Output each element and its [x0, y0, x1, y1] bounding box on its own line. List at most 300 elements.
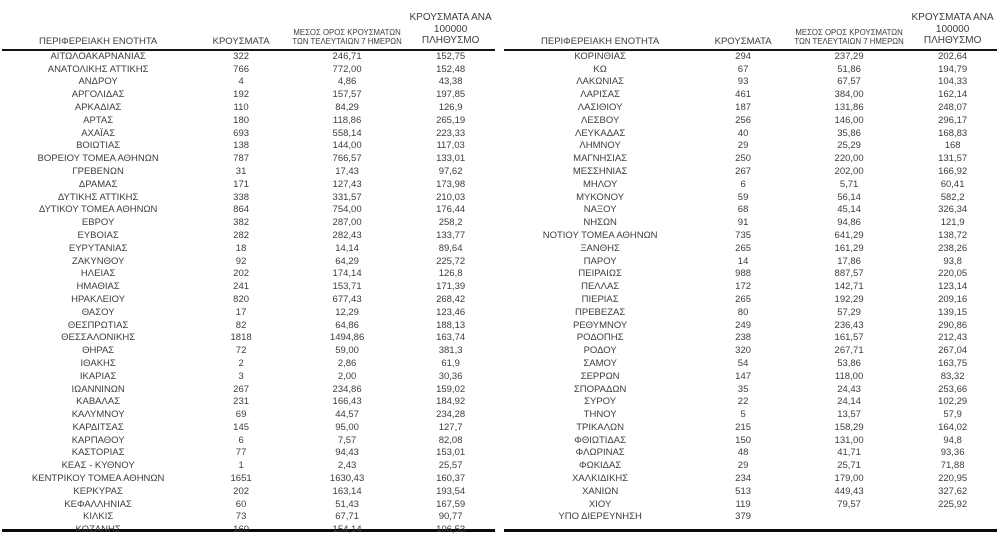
cases-cell: 215 — [735, 421, 752, 433]
avg7-cell: 127,43 — [332, 178, 362, 190]
per100k-cell: 57,9 — [943, 409, 962, 421]
per100k-cell: 131,57 — [938, 153, 968, 165]
avg7-cell: 2,00 — [337, 370, 357, 382]
cases-cell: 93 — [737, 76, 749, 88]
table-row — [504, 435, 997, 448]
per100k-cell: 152,48 — [436, 63, 466, 75]
per100k-cell: 97,62 — [438, 165, 463, 177]
header-region — [504, 12, 696, 50]
avg7-cell: 641,29 — [834, 229, 864, 241]
region-cell: ΔΥΤΙΚΗΣ ΑΤΤΙΚΗΣ — [57, 191, 139, 203]
table-row — [504, 268, 997, 281]
header-cases-per-100k-line1: ΚΡΟΥΣΜΑΤΑ ΑΝΑ 100000 — [409, 12, 492, 35]
per100k-cell: 164,02 — [938, 421, 968, 433]
header-7day-average-line2: ΤΩΝ ΤΕΛΕΥΤΑΙΩΝ 7 ΗΜΕΡΩΝ — [794, 37, 904, 47]
cases-cell: 202 — [233, 485, 250, 497]
per100k-cell: 225,92 — [938, 498, 968, 510]
table-row — [2, 358, 495, 371]
table-row — [2, 217, 495, 230]
region-cell: ΔΡΑΜΑΣ — [78, 178, 118, 190]
cases-cell: 54 — [737, 357, 749, 369]
per100k-cell: 90,77 — [438, 511, 463, 523]
table-row — [504, 230, 997, 243]
per100k-cell: 267,04 — [938, 345, 968, 357]
avg7-cell: 1630,43 — [329, 473, 365, 485]
per100k-cell: 220,95 — [938, 473, 968, 485]
region-cell: ΜΗΛΟΥ — [582, 178, 618, 190]
region-cell: ΛΑΡΙΣΑΣ — [580, 89, 620, 101]
table-row — [2, 128, 495, 141]
avg7-cell: 12,29 — [335, 306, 359, 318]
avg7-cell: 161,29 — [834, 242, 864, 254]
per100k-cell: 326,34 — [938, 204, 968, 216]
table-body — [504, 50, 997, 524]
table-header — [2, 12, 495, 50]
per100k-cell: 123,14 — [938, 281, 968, 293]
region-cell: ΤΗΝΟΥ — [583, 409, 617, 421]
per100k-cell: 248,07 — [938, 101, 968, 113]
region-cell: ΧΑΝΙΩΝ — [582, 485, 619, 497]
cases-cell: 282 — [233, 229, 250, 241]
avg7-cell: 17,43 — [335, 165, 359, 177]
avg7-cell: 53,86 — [837, 357, 861, 369]
region-cell: ΚΕΝΤΡΙΚΟΥ ΤΟΜΕΑ ΑΘΗΝΩΝ — [31, 473, 165, 485]
table-row — [2, 243, 495, 256]
table-row — [2, 294, 495, 307]
table-row — [504, 204, 997, 217]
region-cell: ΝΟΤΙΟΥ ΤΟΜΕΑ ΑΘΗΝΩΝ — [542, 229, 658, 241]
per100k-cell: 167,59 — [436, 498, 466, 510]
avg7-cell: 166,43 — [332, 396, 362, 408]
cases-cell: 69 — [235, 409, 247, 421]
regional-cases-table-right — [504, 12, 997, 524]
region-cell: ΧΙΟΥ — [588, 498, 612, 510]
table-row — [504, 409, 997, 422]
per100k-cell: 290,86 — [938, 319, 968, 331]
per100k-cell: 253,66 — [938, 383, 968, 395]
table-row — [504, 64, 997, 77]
cases-cell: 461 — [735, 89, 752, 101]
cases-cell: 119 — [735, 498, 751, 510]
per100k-cell: 123,46 — [436, 306, 466, 318]
avg7-cell: 220,00 — [834, 153, 864, 165]
region-cell: ΚΩ — [593, 63, 607, 75]
region-cell: ΘΕΣΣΑΛΟΝΙΚΗΣ — [61, 332, 136, 344]
cases-cell: 338 — [233, 191, 250, 203]
per100k-cell: 234,28 — [436, 409, 466, 421]
per100k-cell: 173,98 — [436, 178, 466, 190]
cases-cell: 67 — [737, 63, 749, 75]
avg7-cell: 174,14 — [332, 268, 362, 280]
region-cell: ΡΟΔΟΥ — [583, 345, 617, 357]
avg7-cell: 287,00 — [332, 217, 362, 229]
region-cell: ΔΥΤΙΚΟΥ ΤΟΜΕΑ ΑΘΗΝΩΝ — [38, 204, 158, 216]
per100k-cell: 71,88 — [940, 460, 965, 472]
avg7-cell: 67,57 — [837, 76, 861, 88]
avg7-cell: 95,00 — [335, 421, 359, 433]
table-row — [504, 243, 997, 256]
right-table-panel — [504, 12, 997, 532]
avg7-cell: 234,86 — [332, 383, 362, 395]
cases-cell: 77 — [235, 447, 247, 459]
avg7-cell: 64,86 — [335, 319, 359, 331]
region-cell: ΚΑΡΠΑΘΟΥ — [71, 434, 125, 446]
table-row — [2, 511, 495, 524]
per100k-cell: 104,33 — [938, 76, 968, 88]
header-cases-per-100k — [406, 12, 495, 50]
table-row — [2, 396, 495, 409]
region-cell: ΣΠΟΡΑΔΩΝ — [573, 383, 627, 395]
region-cell: ΑΝΔΡΟΥ — [78, 76, 118, 88]
cases-cell: 1 — [238, 460, 244, 472]
region-cell: ΕΒΡΟΥ — [81, 217, 115, 229]
table-row — [2, 332, 495, 345]
cases-cell: 231 — [233, 396, 250, 408]
per100k-cell: 166,92 — [938, 165, 968, 177]
table-row — [504, 115, 997, 128]
per100k-cell: 209,16 — [938, 293, 968, 305]
cases-cell: 172 — [735, 281, 752, 293]
table-row — [2, 166, 495, 179]
per100k-cell: 381,3 — [438, 345, 463, 357]
table-row — [2, 89, 495, 102]
region-cell: ΘΗΡΑΣ — [82, 345, 115, 357]
table-row — [2, 345, 495, 358]
cases-cell: 187 — [735, 101, 752, 113]
per100k-cell: 83,32 — [940, 370, 965, 382]
per100k-cell: 210,03 — [436, 191, 466, 203]
region-cell: ΞΑΝΘΗΣ — [580, 242, 620, 254]
avg7-cell — [790, 511, 908, 524]
cases-cell: 267 — [735, 165, 752, 177]
table-row — [504, 447, 997, 460]
cases-cell: 294 — [735, 50, 752, 62]
per100k-cell: 102,29 — [938, 396, 968, 408]
per100k-cell: 93,8 — [943, 255, 962, 267]
per100k-cell: 94,8 — [943, 434, 962, 446]
avg7-cell: 5,71 — [839, 178, 859, 190]
per100k-cell: 127,7 — [438, 421, 463, 433]
region-cell: ΚΕΑΣ - ΚΥΘΝΟΥ — [61, 460, 135, 472]
per100k-cell: 160,37 — [436, 473, 466, 485]
table-row — [504, 140, 997, 153]
cases-cell: 265 — [735, 242, 752, 254]
per100k-cell: 176,44 — [436, 204, 466, 216]
avg7-cell: 146,00 — [834, 114, 864, 126]
table-row — [2, 409, 495, 422]
region-cell: ΜΥΚΟΝΟΥ — [576, 191, 625, 203]
region-cell: ΒΟΙΩΤΙΑΣ — [76, 140, 121, 152]
cases-cell: 320 — [735, 345, 752, 357]
table-row — [504, 384, 997, 397]
table-row — [504, 307, 997, 320]
region-cell: ΗΜΑΘΙΑΣ — [76, 281, 120, 293]
cases-cell: 202 — [233, 268, 250, 280]
region-cell: ΤΡΙΚΑΛΩΝ — [576, 421, 625, 433]
avg7-cell: 59,00 — [335, 345, 359, 357]
table-row — [504, 396, 997, 409]
table-row — [504, 179, 997, 192]
header-cases-per-100k-line2: ΠΛΗΘΥΣΜΟ — [421, 35, 480, 47]
per100k-cell: 133,01 — [436, 153, 466, 165]
region-cell: ΑΙΤΩΛΟΑΚΑΡΝΑΝΙΑΣ — [50, 50, 146, 62]
per100k-cell: 126,8 — [438, 268, 463, 280]
cases-cell: 92 — [235, 255, 247, 267]
avg7-cell: 131,86 — [834, 101, 864, 113]
per100k-cell: 193,54 — [436, 485, 466, 497]
table-row — [504, 422, 997, 435]
avg7-cell: 154,14 — [332, 524, 362, 536]
cases-cell: 1818 — [230, 332, 252, 344]
avg7-cell: 94,86 — [837, 217, 861, 229]
per100k-cell: 163,74 — [436, 332, 466, 344]
table-row — [2, 422, 495, 435]
cases-cell: 513 — [735, 485, 752, 497]
table-row — [504, 153, 997, 166]
avg7-cell: 179,00 — [834, 473, 864, 485]
cases-cell: 35 — [737, 383, 749, 395]
per100k-cell: 188,13 — [436, 319, 466, 331]
region-cell: ΚΟΖΑΝΗΣ — [75, 524, 121, 536]
region-cell: ΡΕΘΥΜΝΟΥ — [572, 319, 628, 331]
avg7-cell: 754,00 — [332, 204, 362, 216]
avg7-cell: 142,71 — [834, 281, 864, 293]
per100k-cell: 168 — [944, 140, 961, 152]
cases-cell: 59 — [737, 191, 749, 203]
region-cell: ΑΡΤΑΣ — [83, 114, 114, 126]
per100k-cell: 258,2 — [438, 217, 463, 229]
table-row — [2, 268, 495, 281]
avg7-cell: 192,29 — [834, 293, 864, 305]
table-header — [504, 12, 997, 50]
avg7-cell: 35,86 — [837, 127, 861, 139]
avg7-cell: 267,71 — [834, 345, 864, 357]
avg7-cell: 51,86 — [837, 63, 861, 75]
header-7day-average — [288, 12, 406, 50]
avg7-cell: 79,57 — [837, 498, 861, 510]
cases-cell: 91 — [737, 217, 749, 229]
table-row — [504, 320, 997, 333]
region-cell: ΛΕΣΒΟΥ — [580, 114, 620, 126]
per100k-cell: 93,36 — [940, 447, 965, 459]
region-cell: ΝΑΞΟΥ — [583, 204, 617, 216]
avg7-cell: 118,00 — [834, 370, 864, 382]
header-7day-average-line2: ΤΩΝ ΤΕΛΕΥΤΑΙΩΝ 7 ΗΜΕΡΩΝ — [292, 37, 402, 47]
table-row — [504, 499, 997, 512]
region-cell: ΘΑΣΟΥ — [81, 306, 115, 318]
cases-cell: 17 — [235, 306, 247, 318]
avg7-cell: 7,57 — [337, 434, 357, 446]
cases-cell: 29 — [737, 140, 749, 152]
avg7-cell: 677,43 — [332, 293, 362, 305]
table-row — [2, 384, 495, 397]
avg7-cell: 51,43 — [335, 498, 359, 510]
region-cell: ΙΘΑΚΗΣ — [80, 357, 116, 369]
region-cell: ΣΥΡΟΥ — [584, 396, 617, 408]
table-row — [2, 307, 495, 320]
table-row — [2, 460, 495, 473]
per100k-cell: 194,79 — [938, 63, 968, 75]
region-cell: ΙΚΑΡΙΑΣ — [79, 370, 117, 382]
per100k-cell: 582,2 — [940, 191, 965, 203]
cases-cell: 29 — [737, 460, 749, 472]
table-row — [504, 256, 997, 269]
avg7-cell: 772,00 — [332, 63, 362, 75]
cases-cell: 72 — [235, 345, 247, 357]
cases-cell: 864 — [233, 204, 250, 216]
avg7-cell: 158,29 — [834, 421, 864, 433]
table-row — [504, 281, 997, 294]
avg7-cell: 887,57 — [834, 268, 864, 280]
table-row — [504, 332, 997, 345]
per100k-cell: 225,72 — [436, 255, 466, 267]
cases-cell: 2 — [238, 357, 244, 369]
table-row — [504, 89, 997, 102]
avg7-cell: 41,71 — [837, 447, 861, 459]
header-cases-per-100k — [908, 12, 997, 50]
cases-cell: 267 — [233, 383, 250, 395]
region-cell: ΦΘΙΩΤΙΔΑΣ — [574, 434, 626, 446]
avg7-cell: 44,57 — [335, 409, 359, 421]
region-cell: ΠΡΕΒΕΖΑΣ — [575, 306, 626, 318]
avg7-cell: 17,86 — [837, 255, 861, 267]
table-row — [504, 358, 997, 371]
table-row — [2, 153, 495, 166]
region-cell: ΚΑΡΔΙΤΣΑΣ — [72, 421, 124, 433]
per100k-cell: 139,15 — [938, 306, 968, 318]
avg7-cell: 282,43 — [332, 229, 362, 241]
avg7-cell: 766,57 — [332, 153, 362, 165]
cases-cell: 150 — [735, 434, 752, 446]
cases-cell: 22 — [737, 396, 749, 408]
table-row — [504, 50, 997, 64]
header-cases-label: ΚΡΟΥΣΜΑΤΑ — [714, 35, 772, 47]
cases-cell: 31 — [235, 165, 247, 177]
header-7day-average — [790, 12, 908, 50]
header-row — [504, 12, 997, 50]
cases-cell: 241 — [233, 281, 250, 293]
region-cell: ΘΕΣΠΡΩΤΙΑΣ — [67, 319, 129, 331]
per100k-cell: 152,75 — [436, 50, 466, 62]
cases-cell: 138 — [233, 140, 250, 152]
avg7-cell: 57,29 — [837, 306, 861, 318]
table-row — [504, 511, 997, 524]
region-cell: ΠΕΛΛΑΣ — [581, 281, 620, 293]
avg7-cell: 84,29 — [335, 101, 359, 113]
table-row — [504, 460, 997, 473]
region-cell: ΝΗΣΩΝ — [583, 217, 617, 229]
region-cell: ΕΥΡΥΤΑΝΙΑΣ — [68, 242, 128, 254]
avg7-cell: 25,71 — [837, 460, 861, 472]
regional-cases-table-left — [2, 12, 495, 537]
table-row — [2, 204, 495, 217]
region-cell: ΚΑΣΤΟΡΙΑΣ — [71, 447, 125, 459]
table-row — [2, 140, 495, 153]
region-cell: ΛΑΚΩΝΙΑΣ — [576, 76, 625, 88]
avg7-cell: 64,29 — [335, 255, 359, 267]
table-row — [504, 128, 997, 141]
table-row — [504, 486, 997, 499]
cases-cell: 3 — [238, 370, 244, 382]
region-cell: ΓΡΕΒΕΝΩΝ — [72, 165, 124, 177]
cases-cell: 48 — [737, 447, 749, 459]
table-row — [2, 447, 495, 460]
per100k-cell: 162,14 — [938, 89, 968, 101]
avg7-cell: 202,00 — [834, 165, 864, 177]
cases-cell: 6 — [238, 434, 244, 446]
cases-cell: 5 — [740, 409, 746, 421]
cases-cell: 18 — [235, 242, 247, 254]
cases-cell: 180 — [233, 114, 250, 126]
cases-cell: 265 — [735, 293, 752, 305]
per100k-cell: 153,01 — [436, 447, 466, 459]
avg7-cell: 384,00 — [834, 89, 864, 101]
table-row — [2, 192, 495, 205]
avg7-cell: 2,43 — [337, 460, 357, 472]
table-row — [2, 230, 495, 243]
region-cell: ΕΥΒΟΙΑΣ — [77, 229, 119, 241]
region-cell: ΗΡΑΚΛΕΙΟΥ — [71, 293, 126, 305]
region-cell: ΒΟΡΕΙΟΥ ΤΟΜΕΑ ΑΘΗΝΩΝ — [37, 153, 159, 165]
per100k-cell: 238,26 — [938, 242, 968, 254]
avg7-cell: 558,14 — [332, 127, 362, 139]
per100k-cell: 121,9 — [940, 217, 965, 229]
header-cases-per-100k-line2: ΠΛΗΘΥΣΜΟ — [923, 35, 982, 47]
avg7-cell: 4,86 — [337, 76, 357, 88]
cases-cell: 256 — [735, 114, 752, 126]
per100k-cell: 197,85 — [436, 89, 466, 101]
region-cell: ΣΕΡΡΩΝ — [580, 370, 620, 382]
region-cell: ΚΟΡΙΝΘΙΑΣ — [574, 50, 626, 62]
header-7day-average-line1: ΜΕΣΟΣ ΟΡΟΣ ΚΡΟΥΣΜΑΤΩΝ — [293, 27, 401, 37]
region-cell: ΛΗΜΝΟΥ — [579, 140, 621, 152]
cases-cell: 1651 — [230, 473, 252, 485]
cases-cell: 160 — [233, 524, 250, 536]
region-cell: ΛΕΥΚΑΔΑΣ — [575, 127, 626, 139]
cases-cell: 766 — [233, 63, 250, 75]
cases-cell: 145 — [233, 421, 250, 433]
region-cell: ΚΕΡΚΥΡΑΣ — [73, 485, 123, 497]
avg7-cell: 24,14 — [837, 396, 861, 408]
table-row — [2, 115, 495, 128]
table-row — [2, 486, 495, 499]
cases-cell: 382 — [233, 217, 250, 229]
region-cell: ΜΕΣΣΗΝΙΑΣ — [572, 165, 628, 177]
cases-cell: 147 — [735, 370, 752, 382]
cases-cell: 322 — [233, 50, 250, 62]
per100k-cell: 43,38 — [438, 76, 463, 88]
cases-cell: 68 — [737, 204, 749, 216]
cases-cell: 249 — [735, 319, 752, 331]
per100k-cell: 138,72 — [938, 229, 968, 241]
header-cases — [194, 12, 288, 50]
region-cell: ΑΝΑΤΟΛΙΚΗΣ ΑΤΤΙΚΗΣ — [47, 63, 149, 75]
per100k-cell: 327,62 — [938, 485, 968, 497]
header-region-label: ΠΕΡΙΦΕΡΕΙΑΚΗ ΕΝΟΤΗΤΑ — [39, 35, 158, 47]
cases-cell: 234 — [735, 473, 752, 485]
cases-cell: 171 — [233, 178, 250, 190]
header-cases-per-100k-line1: ΚΡΟΥΣΜΑΤΑ ΑΝΑ 100000 — [911, 12, 994, 35]
table-row — [2, 524, 495, 537]
avg7-cell: 161,57 — [834, 332, 864, 344]
header-region — [2, 12, 194, 50]
region-cell: ΑΡΓΟΛΙΔΑΣ — [71, 89, 125, 101]
avg7-cell: 25,29 — [837, 140, 861, 152]
table-row — [2, 64, 495, 77]
avg7-cell: 67,71 — [335, 511, 359, 523]
per100k-cell: 268,42 — [436, 293, 466, 305]
per100k-cell: 220,05 — [938, 268, 968, 280]
